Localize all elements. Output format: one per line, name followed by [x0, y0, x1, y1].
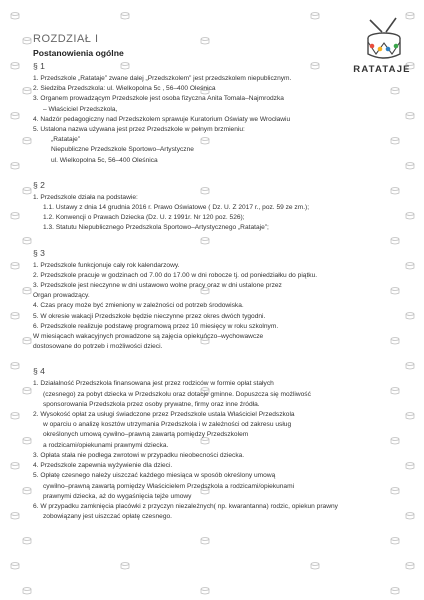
- drum-icon: [405, 212, 415, 220]
- drum-icon: [405, 562, 415, 570]
- drum-icon: [405, 312, 415, 320]
- drum-icon: [120, 12, 130, 20]
- document-line: 5. Opłatę czesnego należy uiszczać każdego miesiąca w sposób określony umową: [33, 472, 276, 480]
- drum-icon: [22, 587, 32, 595]
- drum-icon: [405, 262, 415, 270]
- drum-icon: [22, 437, 32, 445]
- document-line: (czesnego) za pobyt dziecka w Przedszkolu oraz dotacje gminne. Dopuszcza się możliwość: [43, 390, 311, 398]
- drum-icon: [200, 587, 210, 595]
- chapter-heading: ROZDZIAŁ I: [33, 33, 99, 45]
- document-line: a rodzicami/opiekunami prawnymi dziecka.: [43, 441, 169, 449]
- document-line: 5. W okresie wakacji Przedszkole będzie nieczynne przez okres dwóch tygodni.: [33, 312, 266, 320]
- drum-icon: [22, 87, 32, 95]
- document-line: 2. Siedziba Przedszkola: ul. Wielkopolna 5c , 56–400 Oleśnica: [33, 85, 216, 93]
- drum-icon: [22, 237, 32, 245]
- document-line: Niepubliczne Przedszkole Sportowo–Artystyczne: [51, 146, 194, 154]
- section-spacer: [33, 352, 363, 366]
- drum-icon: [22, 137, 32, 145]
- document-line: 1.1. Ustawy z dnia 14 grudnia 2016 r. Prawo Oświatowe ( Dz. U. Z 2017 r., poz. 59 ze zm.);: [43, 204, 310, 212]
- document-line: 2. Przedszkole pracuje w godzinach od 7.00 do 17.00 w dni robocze tj. od poniedziałku do piątku.: [33, 271, 318, 279]
- drum-icon: [390, 137, 400, 145]
- drum-icon: [390, 437, 400, 445]
- document-line: – Właściciel Przedszkola,: [43, 105, 118, 113]
- paragraph-number: § 4: [33, 366, 45, 377]
- document-line: określonych umową cywilno–prawną zawartą pomiędzy Przedszkolem: [43, 431, 249, 439]
- document-line: W miesiącach wakacyjnych prowadzone są zajęcia opiekuńczo–wychowawcze: [33, 333, 264, 341]
- logo-text: RATATAJE: [353, 64, 411, 75]
- drum-icon: [22, 337, 32, 345]
- document-line: 1. Przedszkole funkcjonuje cały rok kalendarzowy.: [33, 261, 180, 269]
- document-line: 1. Przedszkole „Ratataje” zwane dalej „Przedszkolem” jest przedszkolem niepublicznym.: [33, 75, 292, 82]
- drum-icon: [390, 587, 400, 595]
- drum-icon: [405, 362, 415, 370]
- document-line: 3. Opłata stała nie podlega zwrotowi w przypadku nieobecności dziecka.: [33, 451, 245, 459]
- drum-icon: [390, 87, 400, 95]
- drum-icon: [10, 462, 20, 470]
- document-line: Organ prowadzący.: [33, 292, 90, 300]
- drum-icon: [22, 387, 32, 395]
- document-line: 6. W przypadku zamknięcia placówki z przyczyn niezależnych( np. kwarantanna) rodzic, opiekun prawny: [33, 502, 338, 510]
- drum-icon: [22, 37, 32, 45]
- document-line: 1.2. Konwencji o Prawach Dziecka (Dz. U. z 1991r. Nr 120 poz. 526);: [43, 214, 245, 222]
- drum-icon: [390, 337, 400, 345]
- drum-icon: [10, 262, 20, 270]
- drum-icon: [390, 187, 400, 195]
- document-line: 3. Przedszkole jest nieczynne w dni ustawowo wolne pracy oraz w dni ustalone przez: [33, 282, 282, 290]
- drum-icon: [310, 562, 320, 570]
- document-line: „Ratataje”: [51, 136, 80, 144]
- document-body: [33, 34, 363, 522]
- drum-icon: [22, 187, 32, 195]
- document-line: prawnymi dziecka, aż do wygaśnięcia tejże umowy: [43, 492, 192, 500]
- document-line: 4. Przedszkole zapewnia wyżywienie dla dzieci.: [33, 462, 173, 470]
- document-line: dostosowane do potrzeb i możliwości dzieci.: [33, 343, 163, 351]
- drum-icon: [10, 412, 20, 420]
- document-line: 1. Działalność Przedszkola finansowana jest przez rodziców w formie opłat stałych: [33, 380, 274, 388]
- document-line: sponsorowania Przedszkola przez osoby prywatne, firmy oraz inne źródła.: [43, 400, 260, 408]
- document-line: ul. Wielkopolna 5c, 56–400 Oleśnica: [51, 156, 158, 164]
- drum-icon: [22, 287, 32, 295]
- drum-icon: [405, 412, 415, 420]
- drum-icon: [310, 12, 320, 20]
- document-line: 4. Czas pracy może być zmieniony w zależności od potrzeb środowiska.: [33, 302, 244, 310]
- section-title: Postanowienia ogólne: [33, 48, 124, 58]
- drum-icon: [390, 287, 400, 295]
- drum-icon: [405, 162, 415, 170]
- document-line: 1. Przedszkole działa na podstawie:: [33, 193, 138, 201]
- drum-icon: [10, 112, 20, 120]
- drum-icon: [390, 537, 400, 545]
- document-line: 3. Organem prowadzącym Przedszkole jest osoba fizyczna Anita Tomala–Najmrodzka: [33, 95, 284, 103]
- document-line: 6. Przedszkole realizuje podstawę programową przez 10 miesięcy w roku szkolnym.: [33, 322, 279, 330]
- drum-icon: [120, 562, 130, 570]
- drum-icon: [405, 462, 415, 470]
- drum-icon: [22, 487, 32, 495]
- drum-icon: [390, 237, 400, 245]
- document-line: 1.3. Statutu Niepublicznego Przedszkola Sportowo–Artystycznego „Ratataje”;: [43, 224, 269, 232]
- paragraph-number: § 3: [33, 247, 45, 258]
- paragraph-number: § 2: [33, 179, 45, 190]
- document-line: w oparciu o analizę kosztów utrzymania Przedszkola i w zależności od zakresu usług: [43, 421, 292, 429]
- document-line: cywilno–prawną zawartą pomiędzy Właścicielem Przedszkola a rodzicami/opiekunami: [43, 482, 295, 490]
- drum-icon: [405, 112, 415, 120]
- drum-icon: [22, 537, 32, 545]
- drum-icon: [10, 312, 20, 320]
- drum-icon: [390, 487, 400, 495]
- document-line: 5. Ustalona nazwa używana jest przez Przedszkole w pełnym brzmieniu:: [33, 126, 245, 134]
- drum-icon: [10, 362, 20, 370]
- document-line: 2. Wysokość opłat za usługi świadczone przez Przedszkole ustala Właściciel Przedszkola: [33, 411, 295, 419]
- drum-icon: [10, 562, 20, 570]
- section-spacer: [33, 234, 363, 248]
- drum-icon: [10, 62, 20, 70]
- drum-icon: [200, 537, 210, 545]
- drum-icon: [390, 387, 400, 395]
- drum-icon: [10, 512, 20, 520]
- document-line: 4. Nadzór pedagogiczny nad Przedszkolem sprawuje Kuratorium Oświaty we Wrocławiu: [33, 115, 291, 123]
- drum-icon: [405, 512, 415, 520]
- drum-icon: [10, 162, 20, 170]
- drum-icon: [10, 12, 20, 20]
- section-spacer: [33, 166, 363, 180]
- drum-icon: [10, 212, 20, 220]
- paragraph-number: § 1: [33, 61, 45, 71]
- document-line: zobowiązany jest uiszczać opłatę czesnego.: [43, 513, 173, 521]
